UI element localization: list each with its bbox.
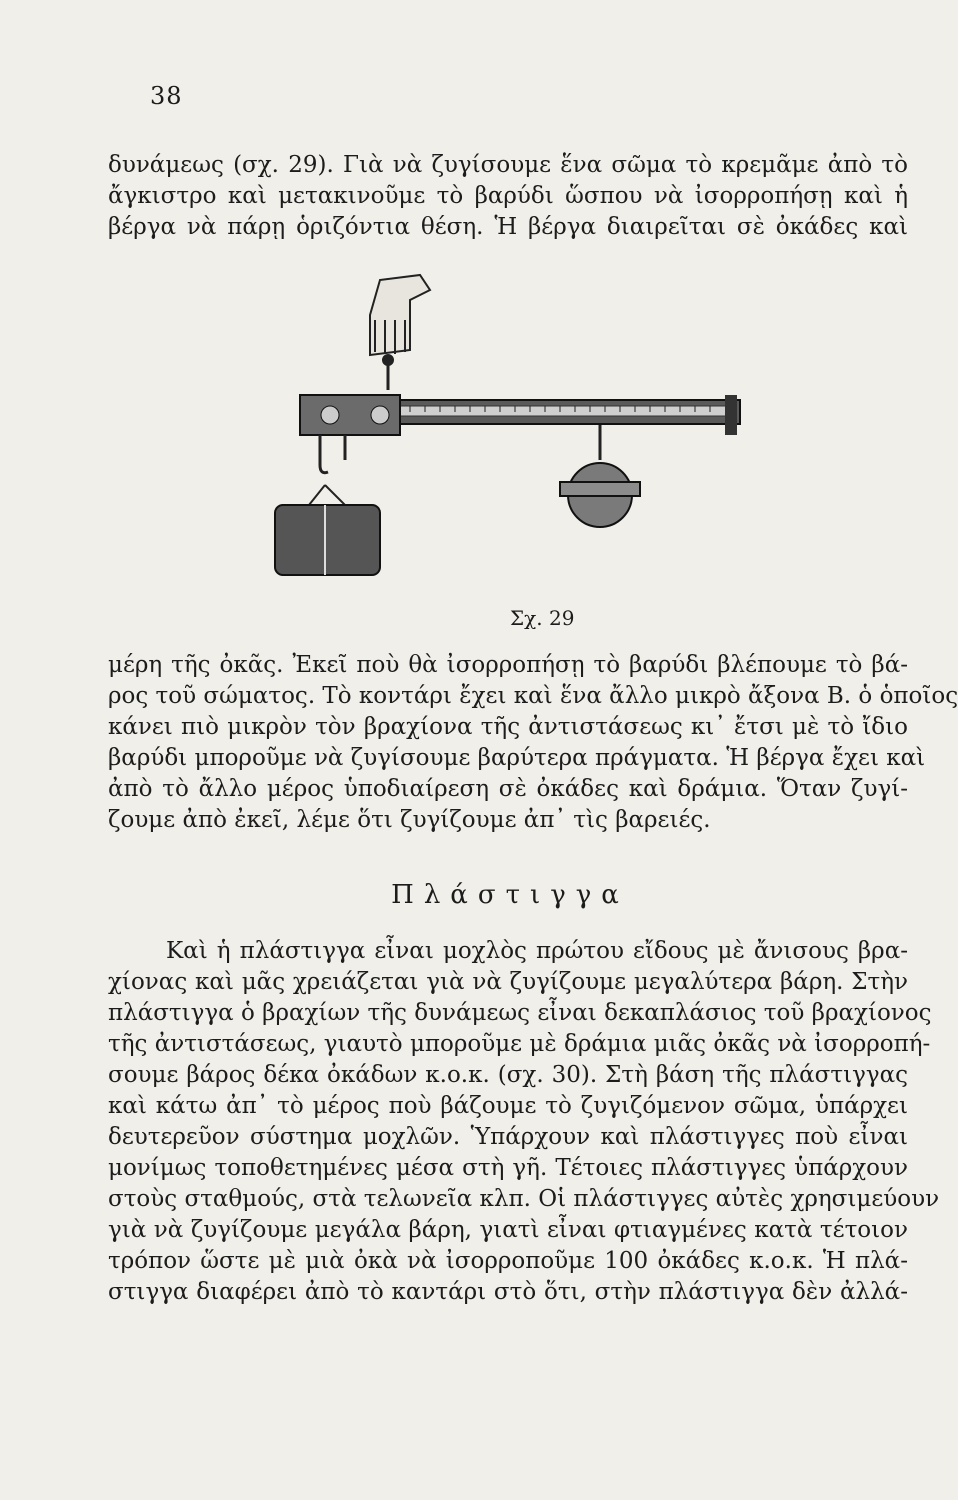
page-number: 38 [150, 82, 183, 110]
text-line: γιὰ νὰ ζυγίζουμε μεγάλα βάρη, γιατὶ εἶναι φτιαγμένες κατὰ τέτοιον [108, 1217, 908, 1243]
text-line: ἄγκιστρο καὶ μετακινοῦμε τὸ βαρύδι ὥσπου νὰ ἰσορροπήσῃ καὶ ἡ [108, 183, 908, 209]
paragraph-steelyard [108, 650, 958, 836]
text-line: στοὺς σταθμούς, στὰ τελωνεῖα κλπ. Οἱ πλάστιγγες αὐτὲς χρησιμεύουν [108, 1186, 940, 1212]
text-line: τρόπον ὥστε μὲ μιὰ ὀκὰ νὰ ἰσορροποῦμε 100 ὀκάδες κ.ο.κ. Ἡ πλά- [108, 1248, 908, 1274]
load-weight [275, 485, 380, 575]
section-heading: Πλάστιγγα [391, 880, 629, 910]
text-line: κάνει πιὸ μικρὸν τὸν βραχίονα τῆς ἀντιστάσεως κι᾽ ἔτσι μὲ τὸ ἴδιο [108, 714, 908, 740]
text-line: ἀπὸ τὸ ἄλλο μέρος ὑποδιαίρεση σὲ ὀκάδες καὶ δράμια. Ὅταν ζυγί- [108, 776, 908, 802]
steelyard-beam [300, 395, 740, 435]
text-line: στιγγα διαφέρει ἀπὸ τὸ καντάρι στὸ ὅτι, στὴν πλάστιγγα δὲν ἀλλά- [108, 1279, 908, 1305]
text-line: δυνάμεως (σχ. 29). Γιὰ νὰ ζυγίσουμε ἕνα σῶμα τὸ κρεμᾶμε ἀπὸ τὸ [108, 152, 908, 178]
text-line: Καὶ ἡ πλάστιγγα εἶναι μοχλὸς πρώτου εἴδους μὲ ἄνισους βρα- [166, 938, 908, 964]
text-line: χίονας καὶ μᾶς χρειάζεται γιὰ νὰ ζυγίζουμε μεγαλύτερα βάρη. Στὴν [108, 969, 908, 995]
text-line: καὶ κάτω ἀπ᾽ τὸ μέρος ποὺ βάζουμε τὸ ζυγιζόμενον σῶμα, ὑπάρχει [108, 1093, 908, 1119]
counterweight [560, 425, 640, 527]
text-line: μονίμως τοποθετημένες μέσα στὴ γῆ. Τέτοιες πλάστιγγες ὑπάρχουν [108, 1155, 908, 1181]
lower-hook [320, 435, 345, 473]
beam-scale [410, 406, 710, 412]
text-line: βαρύδι μποροῦμε νὰ ζυγίσουμε βαρύτερα πράγματα. Ἡ βέργα ἔχει καὶ [108, 745, 926, 771]
paragraph-intro [108, 150, 908, 243]
steelyard-illustration [260, 260, 780, 600]
text-line: πλάστιγγα ὁ βραχίων τῆς δυνάμεως εἶναι δεκαπλάσιος τοῦ βραχίονος [108, 1000, 932, 1026]
text-line: ρος τοῦ σώματος. Τὸ κοντάρι ἔχει καὶ ἕνα ἄλλο μικρὸ ἄξονα Β. ὁ ὁποῖος [108, 683, 958, 709]
paragraph-platform-scale [108, 936, 940, 1308]
hand-illustration [370, 275, 430, 365]
text-line: βέργα νὰ πάρῃ ὁριζόντια θέση. Ἡ βέργα διαιρεῖται σὲ ὀκάδες καὶ [108, 214, 908, 240]
text-line: τῆς ἀντιστάσεως, γιαυτὸ μποροῦμε μὲ δράμια μιᾶς ὀκᾶς νὰ ἰσορροπή- [108, 1031, 931, 1057]
text-line: δευτερεῦον σύστημα μοχλῶν. Ὑπάρχουν καὶ πλάστιγγες ποὺ εἶναι [108, 1124, 908, 1150]
text-line: σουμε βάρος δέκα ὀκάδων κ.ο.κ. (σχ. 30). Στὴ βάση τῆς πλάστιγγας [108, 1062, 908, 1088]
text-line: ζουμε ἀπὸ ἐκεῖ, λέμε ὅτι ζυγίζουμε ἀπ᾽ τὶς βαρειές. [108, 807, 711, 833]
text-line: μέρη τῆς ὀκᾶς. Ἐκεῖ ποὺ θὰ ἰσορροπήσῃ τὸ βαρύδι βλέπουμε τὸ βά- [108, 652, 908, 678]
figure-caption: Σχ. 29 [510, 606, 575, 630]
